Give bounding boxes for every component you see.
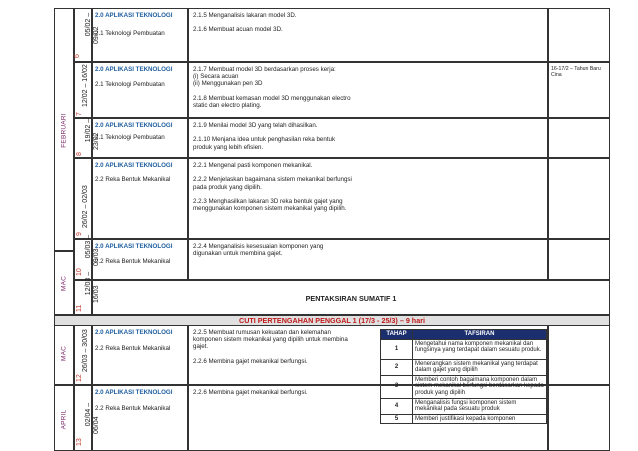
tahap-level: 1	[381, 339, 413, 359]
row-title: 2.0 APLIKASI TEKNOLOGI	[95, 12, 173, 19]
row-subtitle: 2.2 Reka Bentuk Mekanikal	[95, 258, 171, 265]
week-number: 8	[76, 152, 83, 156]
month-label-mac1: MAC	[60, 275, 68, 292]
week-label-7	[76, 112, 84, 116]
week-dates-9	[82, 185, 90, 228]
title-cell-4	[92, 158, 188, 239]
tahap-row	[381, 398, 547, 414]
tahap-text: Menganalisis fungsi komponen sistem mekanikal pada sesuatu produk	[413, 398, 547, 414]
week-number: 9	[76, 232, 83, 236]
tafsiran-header: TAFSIRAN	[413, 330, 547, 340]
week-dates-7	[82, 64, 90, 107]
tahap-text: Memberi justifikasi kepada komponen	[413, 414, 547, 424]
holiday-note: 16-17/2 – Tahun Baru Cina	[551, 66, 601, 79]
note-cell-7	[548, 385, 610, 451]
row-subtitle: 2.2 Reka Bentuk Mekanikal	[95, 405, 171, 412]
week-label-8	[76, 152, 84, 156]
week-dates: 05/03 – 09/03	[85, 234, 100, 266]
row-subtitle: 2.1 Teknologi Pembuatan	[95, 30, 165, 37]
sumatif-label: PENTAKSIRAN SUMATIF 1	[305, 294, 397, 303]
note-cell-4	[548, 158, 610, 239]
row-content: 2.2.5 Membuat rumusan kekuatan dan kelemahan komponen sistem mekanikal yang dipilih untuk membina gajet. 2.2.6 Membina gajet mekanikal berfungsi.	[193, 329, 348, 365]
tahap-level: 5	[381, 414, 413, 424]
tahap-text: Memberi contoh bagaimana komponen dalam sistem mekanikal berfungsi berdasarkan kepada produk yang dipilih	[413, 375, 547, 398]
week-dates: 19/02 – 23/02	[85, 118, 100, 150]
week-label-13	[76, 438, 84, 446]
row-subtitle: 2.1 Teknologi Pembuatan	[95, 134, 165, 141]
row-subtitle: 2.2 Reka Bentuk Mekanikal	[95, 345, 171, 352]
row-content: 2.2.1 Mengenal pasti komponen mekanikal. 2.2.2 Menjelaskan bagaimana sistem mekanikal berfungsi pada produk yang dipilih. 2.2.3 Menghasilkan lakaran 3D reka bentuk gajet yang menggunakan komponen sistem mekanikal yang dipilih.	[193, 162, 352, 213]
row-title: 2.0 APLIKASI TEKNOLOGI	[95, 66, 173, 73]
cuti-banner: CUTI PERTENGAHAN PENGGAL 1 (17/3 - 25/3) – 9 hari	[54, 315, 610, 326]
week-dates: 12/02 – 16/02	[82, 64, 89, 107]
week-number: 13	[76, 438, 83, 446]
week-dates-12	[82, 329, 90, 372]
tahap-level: 2	[381, 359, 413, 375]
week-dates: 02/04 – 06/04	[85, 402, 100, 434]
row-subtitle: 2.1 Teknologi Pembuatan	[95, 81, 165, 88]
week-dates: 26/02 – 02/03	[82, 185, 89, 228]
month-label-mac2: MAC	[60, 345, 68, 362]
note-cell-3	[548, 118, 610, 158]
week-number: 11	[76, 304, 83, 312]
row-content: 2.1.7 Membuat model 3D berdasarkan proses kerja: (i) Secara acuan (ii) Menggunakan pen 3D 2.1.8 Membuat kemasan model 3D menggunakan electro static dan electro plating.	[193, 66, 351, 110]
week-label-12	[76, 374, 84, 382]
week-number: 6	[74, 54, 81, 58]
row-title: 2.0 APLIKASI TEKNOLOGI	[95, 122, 173, 129]
tahap-header: TAHAP	[381, 330, 413, 340]
tahap-text: Menerangkan sistem mekanikal yang terdapat dalam gajet yang dipilih	[413, 359, 547, 375]
tahap-level: 3	[381, 375, 413, 398]
week-number: 12	[76, 374, 83, 382]
week-dates: 05/02 – 09/02	[85, 12, 100, 44]
row-title: 2.0 APLIKASI TEKNOLOGI	[95, 243, 173, 250]
row-title: 2.0 APLIKASI TEKNOLOGI	[95, 329, 173, 336]
month-label-april: APRIL	[60, 409, 68, 430]
month-label-feb: FEBRUARI	[60, 113, 68, 148]
tahap-level: 4	[381, 398, 413, 414]
tahap-row	[381, 339, 547, 359]
week-number: 7	[76, 112, 83, 116]
note-cell-1	[548, 8, 610, 62]
row-content: 2.1.5 Menganalisis lakaran model 3D. 2.1.6 Membuat acuan model 3D.	[193, 12, 297, 34]
tahap-table	[380, 329, 547, 424]
row-content: 2.2.4 Menganalisis kesesuaian komponen yang digunakan untuk membina gajet.	[193, 243, 324, 258]
tahap-row	[381, 359, 547, 375]
tahap-text: Mengetahui nama komponen mekanikal dan fungsinya yang terdapat dalam sesuatu produk.	[413, 339, 547, 359]
row-content: 2.1.9 Menilai model 3D yang telah dihasilkan. 2.1.10 Menjana idea untuk penghasilan reka bentuk produk yang lebih efisien.	[193, 122, 336, 151]
row-content: 2.2.6 Membina gajet mekanikal berfungsi.	[193, 389, 308, 396]
note-cell-6	[548, 325, 610, 385]
row-subtitle: 2.2 Reka Bentuk Mekanikal	[95, 176, 171, 183]
note-cell-5	[548, 239, 610, 280]
week-dates: 12/03 – 16/03	[85, 271, 100, 303]
week-dates: 26/03 – 30/03	[82, 329, 89, 372]
tahap-row	[381, 375, 547, 398]
row-title: 2.0 APLIKASI TEKNOLOGI	[95, 389, 173, 396]
tahap-row	[381, 414, 547, 424]
week-number: 10	[76, 268, 83, 276]
row-title: 2.0 APLIKASI TEKNOLOGI	[95, 162, 173, 169]
week-label-11	[76, 305, 84, 312]
